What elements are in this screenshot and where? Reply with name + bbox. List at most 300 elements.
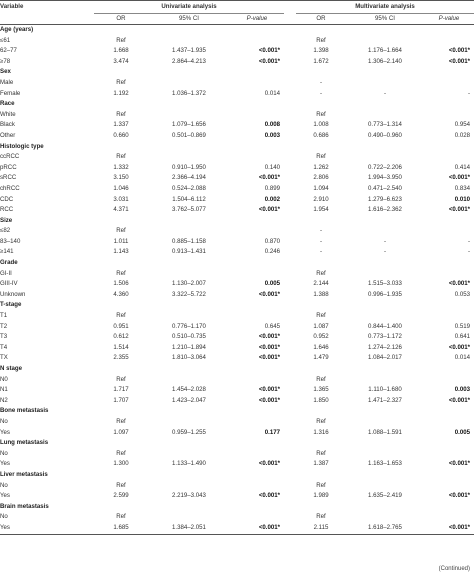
univariate-or: 1.143 <box>113 248 129 256</box>
multivariate-or: Ref <box>316 269 326 277</box>
multivariate-or: 0.686 <box>313 131 329 139</box>
univariate-or: 0.612 <box>113 333 129 341</box>
section-label: Race <box>0 100 15 108</box>
multivariate-pvalue: 0.028 <box>454 131 470 139</box>
multivariate-ci: - <box>383 248 387 256</box>
univariate-pvalue: 0.140 <box>264 163 280 171</box>
table-row <box>0 322 474 333</box>
univariate-pvalue: 0.014 <box>264 89 280 97</box>
multivariate-or: 2.806 <box>313 174 329 182</box>
univariate-ci: 0.885–1.158 <box>172 237 206 245</box>
univariate-pvalue <box>230 110 284 121</box>
multivariate-pvalue <box>424 78 474 89</box>
multivariate-pvalue <box>424 311 474 322</box>
multivariate-ci: 1.176–1.664 <box>368 47 402 55</box>
row-label: T1 <box>0 312 8 320</box>
univariate-pvalue: <0.001* <box>258 333 280 341</box>
section-row <box>0 364 474 375</box>
univariate-or: Ref <box>116 227 126 235</box>
section-row <box>0 258 474 269</box>
univariate-pvalue: 0.008 <box>264 121 280 129</box>
univariate-ci: 1.423–2.047 <box>172 396 206 404</box>
multivariate-pvalue: 0.519 <box>454 322 470 330</box>
univariate-or: 1.192 <box>113 89 129 97</box>
row-label: RCC <box>0 206 14 214</box>
row-label: 83–140 <box>0 237 21 245</box>
multivariate-ci: 1.515–3.033 <box>368 280 402 288</box>
univariate-ci: 2.366–4.194 <box>172 174 206 182</box>
univariate-ci: 0.501–0.869 <box>172 131 206 139</box>
multivariate-or-header: OR <box>296 14 346 25</box>
multivariate-or: 1.388 <box>313 290 329 298</box>
univariate-or: 1.337 <box>113 121 129 129</box>
section-label: Brain metastasis <box>0 502 49 510</box>
univariate-ci: 2.219–3.043 <box>172 492 206 500</box>
multivariate-pvalue <box>424 36 474 47</box>
table-row <box>0 131 474 142</box>
continued-note: (Continued) <box>438 566 470 572</box>
multivariate-or: 0.952 <box>313 333 329 341</box>
row-label: CDC <box>0 195 14 203</box>
multivariate-ci: 1.616–2.362 <box>368 206 402 214</box>
multivariate-or: Ref <box>316 513 326 521</box>
univariate-pvalue: 0.005 <box>264 280 280 288</box>
univariate-pvalue: <0.001* <box>258 174 280 182</box>
row-label: Yes <box>0 460 10 468</box>
table-row <box>0 247 474 258</box>
multivariate-or: 1.387 <box>313 460 329 468</box>
row-label: TX <box>0 354 8 362</box>
multivariate-ci: 1.084–2.017 <box>368 354 402 362</box>
univariate-or: Ref <box>116 110 126 118</box>
univariate-ci <box>148 481 230 492</box>
univariate-ci <box>148 512 230 523</box>
row-label: Yes <box>0 492 10 500</box>
univariate-pvalue <box>230 78 284 89</box>
multivariate-ci: 1.088–1.591 <box>368 428 402 436</box>
univariate-pvalue: 0.899 <box>264 184 280 192</box>
multivariate-or: Ref <box>316 110 326 118</box>
table-row <box>0 46 474 57</box>
univariate-or: Ref <box>116 375 126 383</box>
multivariate-ci <box>346 226 424 237</box>
univariate-or: Ref <box>116 36 126 44</box>
univariate-pvalue: <0.001* <box>258 386 280 394</box>
univariate-ci: 2.864–4.213 <box>172 57 206 65</box>
multivariate-ci: 0.773–1.314 <box>368 121 402 129</box>
multivariate-ci: 1.110–1.680 <box>368 386 402 394</box>
multivariate-ci <box>346 512 424 523</box>
section-label: N stage <box>0 365 23 372</box>
multivariate-pvalue: <0.001* <box>448 280 470 288</box>
multivariate-pvalue: <0.001* <box>448 343 470 351</box>
multivariate-ci: 0.490–0.960 <box>368 131 402 139</box>
table-row <box>0 459 474 470</box>
univariate-or: Ref <box>116 417 126 425</box>
table-row <box>0 343 474 354</box>
univariate-ci: 1.810–3.064 <box>172 354 206 362</box>
row-label: Yes <box>0 523 94 534</box>
univariate-ci-header: 95% CI <box>148 14 230 25</box>
multivariate-ci: 1.163–1.653 <box>368 460 402 468</box>
multivariate-pvalue: <0.001* <box>448 206 470 214</box>
univariate-pvalue <box>230 417 284 428</box>
multivariate-or: 1.989 <box>313 492 329 500</box>
univariate-ci: 3.322–5.722 <box>172 290 206 298</box>
multivariate-pvalue <box>424 417 474 428</box>
multivariate-or: 1.316 <box>313 428 329 436</box>
univariate-pvalue: <0.001* <box>258 396 280 404</box>
univariate-pvalue <box>230 311 284 322</box>
multivariate-or: 1.008 <box>313 121 329 129</box>
row-label: T3 <box>0 333 8 341</box>
row-label: 62–77 <box>0 47 17 55</box>
multivariate-ci <box>346 417 424 428</box>
multivariate-ci <box>346 152 424 163</box>
univariate-ci <box>148 449 230 460</box>
multivariate-ci: 0.471–2.540 <box>368 184 402 192</box>
table-row <box>0 195 474 206</box>
univariate-ci: 1.210–1.894 <box>172 343 206 351</box>
multivariate-ci <box>346 375 424 386</box>
univariate-pvalue <box>230 449 284 460</box>
table-row <box>0 396 474 407</box>
univariate-or: Ref <box>116 153 126 161</box>
table-row <box>0 205 474 216</box>
univariate-ci: 0.776–1.170 <box>172 322 206 330</box>
multivariate-pvalue: - <box>467 237 470 245</box>
row-label: Yes <box>0 428 10 436</box>
univariate-ci: 0.959–1.255 <box>172 428 206 436</box>
multivariate-or: 1.087 <box>313 322 329 330</box>
multivariate-pvalue: 0.954 <box>454 121 470 129</box>
univariate-pvalue-header: P-value <box>230 14 284 25</box>
table-row <box>0 237 474 248</box>
row-label: ccRCC <box>0 153 20 161</box>
univariate-pvalue <box>230 512 284 523</box>
multivariate-pvalue <box>424 152 474 163</box>
table-row <box>0 523 474 534</box>
row-label: GIII-IV <box>0 280 18 288</box>
univariate-ci: 1.130–2.007 <box>172 280 206 288</box>
univariate-ci: 0.524–2.088 <box>172 184 206 192</box>
multivariate-ci: 1.279–6.623 <box>368 195 402 203</box>
univariate-pvalue: 0.246 <box>264 248 280 256</box>
multivariate-ci: 1.306–2.140 <box>368 57 402 65</box>
multivariate-pvalue: 0.005 <box>454 428 470 436</box>
table-row <box>0 184 474 195</box>
univariate-or: 2.355 <box>113 354 129 362</box>
univariate-pvalue: <0.001* <box>258 354 280 362</box>
univariate-or: Ref <box>116 269 126 277</box>
multivariate-ci <box>346 110 424 121</box>
table-row <box>0 57 474 68</box>
multivariate-ci-header: 95% CI <box>346 14 424 25</box>
multivariate-header: Multivariate analysis <box>296 1 474 14</box>
multivariate-ci <box>346 269 424 280</box>
row-label: chRCC <box>0 184 20 192</box>
row-label: No <box>0 449 8 457</box>
row-label: ≤61 <box>0 36 11 44</box>
univariate-or: 1.300 <box>113 460 129 468</box>
table-row <box>0 279 474 290</box>
univariate-or: 1.717 <box>113 386 129 394</box>
univariate-ci: 3.762–5.077 <box>172 206 206 214</box>
multivariate-or: - <box>319 89 323 97</box>
table-row <box>0 110 474 121</box>
section-label: Grade <box>0 259 18 267</box>
univariate-header: Univariate analysis <box>94 1 284 14</box>
multivariate-or: 1.365 <box>313 386 329 394</box>
univariate-ci: 0.913–1.431 <box>172 248 206 256</box>
univariate-ci <box>148 311 230 322</box>
row-label: N0 <box>0 375 8 383</box>
section-row <box>0 406 474 417</box>
univariate-or: 2.599 <box>113 492 129 500</box>
multivariate-or: 2.910 <box>313 195 329 203</box>
multivariate-pvalue <box>424 512 474 523</box>
section-row <box>0 470 474 481</box>
multivariate-or: Ref <box>316 153 326 161</box>
multivariate-ci: 1.618–2.765 <box>346 523 424 534</box>
univariate-or: 3.474 <box>113 57 129 65</box>
multivariate-or: 1.398 <box>313 47 329 55</box>
multivariate-pvalue: 0.053 <box>454 290 470 298</box>
row-label: T4 <box>0 343 8 351</box>
row-label: ≤82 <box>0 227 11 235</box>
univariate-ci: 1.384–2.051 <box>148 523 230 534</box>
univariate-ci <box>148 226 230 237</box>
table-row <box>0 385 474 396</box>
univariate-ci <box>148 110 230 121</box>
multivariate-or: Ref <box>316 481 326 489</box>
multivariate-or: 2.144 <box>313 280 329 288</box>
univariate-pvalue: 0.177 <box>264 428 280 436</box>
univariate-pvalue <box>230 269 284 280</box>
table-row <box>0 417 474 428</box>
table-row <box>0 491 474 502</box>
table-row <box>0 163 474 174</box>
univariate-or: 1.046 <box>113 184 129 192</box>
multivariate-ci: 1.471–2.327 <box>368 396 402 404</box>
table-row <box>0 449 474 460</box>
multivariate-pvalue: <0.001* <box>448 174 470 182</box>
multivariate-or: - <box>319 227 323 235</box>
univariate-or: 1.011 <box>113 237 129 245</box>
univariate-ci <box>148 269 230 280</box>
multivariate-pvalue: <0.001* <box>424 523 474 534</box>
univariate-or: 1.685 <box>94 523 148 534</box>
section-label: Size <box>0 216 13 224</box>
multivariate-pvalue <box>424 449 474 460</box>
univariate-or: Ref <box>116 449 126 457</box>
variable-header: Variable <box>0 1 94 14</box>
univariate-or-header: OR <box>94 14 148 25</box>
row-label: N2 <box>0 396 8 404</box>
univariate-or: 3.150 <box>113 174 129 182</box>
univariate-or: 1.097 <box>113 428 129 436</box>
multivariate-pvalue: - <box>467 89 470 97</box>
univariate-or: 1.514 <box>113 343 129 351</box>
univariate-pvalue: <0.001* <box>258 47 280 55</box>
table-row <box>0 226 474 237</box>
table-row <box>0 152 474 163</box>
row-label: T2 <box>0 322 8 330</box>
row-label: Black <box>0 121 15 129</box>
row-label: Unknown <box>0 290 26 298</box>
univariate-ci: 1.504–6.112 <box>172 195 206 203</box>
row-label: GI-II <box>0 269 12 277</box>
univariate-ci: 1.454–2.028 <box>172 386 206 394</box>
univariate-pvalue: 0.003 <box>264 131 280 139</box>
multivariate-pvalue: <0.001* <box>448 492 470 500</box>
multivariate-or: Ref <box>316 312 326 320</box>
multivariate-pvalue <box>424 269 474 280</box>
section-row <box>0 142 474 153</box>
univariate-pvalue: 0.002 <box>264 195 280 203</box>
multivariate-pvalue: 0.414 <box>454 163 470 171</box>
table-body <box>0 25 474 535</box>
univariate-ci: 1.036–1.372 <box>172 89 206 97</box>
univariate-ci: 0.910–1.950 <box>172 163 206 171</box>
multivariate-pvalue-header: P-value <box>424 14 474 25</box>
multivariate-ci: - <box>383 89 387 97</box>
multivariate-pvalue <box>424 481 474 492</box>
multivariate-ci <box>346 78 424 89</box>
multivariate-ci: 1.635–2.419 <box>368 492 402 500</box>
multivariate-or: 1.094 <box>313 184 329 192</box>
multivariate-or: Ref <box>316 449 326 457</box>
table-row <box>0 269 474 280</box>
section-row <box>0 300 474 311</box>
multivariate-or: 1.262 <box>313 163 329 171</box>
multivariate-ci: 1.994–3.950 <box>368 174 402 182</box>
multivariate-pvalue: 0.641 <box>454 333 470 341</box>
row-label: sRCC <box>0 174 17 182</box>
multivariate-ci: 0.722–2.206 <box>368 163 402 171</box>
section-label: Age (years) <box>0 26 34 33</box>
row-label: Other <box>0 131 16 139</box>
section-row <box>0 25 474 36</box>
table-row <box>0 353 474 364</box>
table-row <box>0 332 474 343</box>
table-row <box>0 290 474 301</box>
univariate-or: Ref <box>116 481 126 489</box>
table-row <box>0 512 474 523</box>
multivariate-pvalue: 0.003 <box>454 386 470 394</box>
section-label: T-stage <box>0 301 22 309</box>
univariate-pvalue: <0.001* <box>258 492 280 500</box>
section-label: Sex <box>0 68 11 76</box>
row-label: N1 <box>0 386 8 394</box>
univariate-pvalue: <0.001* <box>258 206 280 214</box>
univariate-ci <box>148 78 230 89</box>
row-label: ≥141 <box>0 248 14 256</box>
multivariate-ci <box>346 481 424 492</box>
univariate-pvalue: <0.001* <box>230 523 284 534</box>
section-row <box>0 438 474 449</box>
univariate-ci: 1.133–1.490 <box>172 460 206 468</box>
univariate-ci: 0.510–0.735 <box>172 333 206 341</box>
multivariate-pvalue: - <box>467 248 470 256</box>
section-row <box>0 216 474 227</box>
row-label: Male <box>0 78 14 86</box>
section-row <box>0 67 474 78</box>
univariate-pvalue <box>230 375 284 386</box>
multivariate-ci: 1.274–2.126 <box>368 343 402 351</box>
univariate-or: Ref <box>116 513 126 521</box>
section-label: Lung metastasis <box>0 439 49 447</box>
univariate-ci: 1.437–1.935 <box>172 47 206 55</box>
section-row <box>0 502 474 513</box>
univariate-pvalue <box>230 481 284 492</box>
multivariate-or: Ref <box>316 36 326 44</box>
section-row <box>0 99 474 110</box>
table-row <box>0 375 474 386</box>
table-row <box>0 173 474 184</box>
univariate-ci <box>148 417 230 428</box>
univariate-or: 1.707 <box>113 396 129 404</box>
multivariate-pvalue: <0.001* <box>448 396 470 404</box>
multivariate-ci: 0.996–1.935 <box>368 290 402 298</box>
multivariate-pvalue: <0.001* <box>448 47 470 55</box>
table-header <box>0 1 474 25</box>
univariate-or: 0.660 <box>113 131 129 139</box>
multivariate-or: - <box>319 237 323 245</box>
multivariate-pvalue: 0.834 <box>454 184 470 192</box>
table-row <box>0 89 474 100</box>
multivariate-or: 1.954 <box>313 206 329 214</box>
univariate-pvalue: <0.001* <box>258 290 280 298</box>
table-row <box>0 36 474 47</box>
row-label: No <box>0 513 8 521</box>
univariate-or: Ref <box>116 312 126 320</box>
multivariate-ci <box>346 449 424 460</box>
multivariate-or: Ref <box>316 375 326 383</box>
row-label: No <box>0 417 8 425</box>
univariate-pvalue: <0.001* <box>258 460 280 468</box>
row-label: ≥78 <box>0 57 11 65</box>
multivariate-pvalue <box>424 375 474 386</box>
univariate-pvalue: <0.001* <box>258 343 280 351</box>
multivariate-pvalue <box>424 110 474 121</box>
multivariate-pvalue: 0.014 <box>454 354 470 362</box>
multivariate-ci <box>346 311 424 322</box>
multivariate-pvalue: <0.001* <box>448 460 470 468</box>
multivariate-or: 2.115 <box>296 523 346 534</box>
table-row <box>0 311 474 322</box>
multivariate-or: 1.672 <box>313 57 329 65</box>
multivariate-ci: 0.844–1.400 <box>368 322 402 330</box>
univariate-ci: 1.079–1.656 <box>172 121 206 129</box>
multivariate-pvalue: 0.010 <box>454 195 470 203</box>
univariate-pvalue: 0.870 <box>264 237 280 245</box>
univariate-pvalue: 0.645 <box>264 322 280 330</box>
univariate-or: 1.668 <box>113 47 129 55</box>
row-label: White <box>0 110 16 118</box>
univariate-or: 4.360 <box>113 290 129 298</box>
multivariate-or: - <box>319 78 323 86</box>
multivariate-ci: - <box>383 237 387 245</box>
multivariate-or: 1.646 <box>313 343 329 351</box>
table-row <box>0 120 474 131</box>
table-row <box>0 78 474 89</box>
multivariate-or: 1.479 <box>313 354 329 362</box>
multivariate-or: Ref <box>316 417 326 425</box>
section-label: Histologic type <box>0 142 44 150</box>
table-row <box>0 428 474 439</box>
univariate-pvalue <box>230 226 284 237</box>
